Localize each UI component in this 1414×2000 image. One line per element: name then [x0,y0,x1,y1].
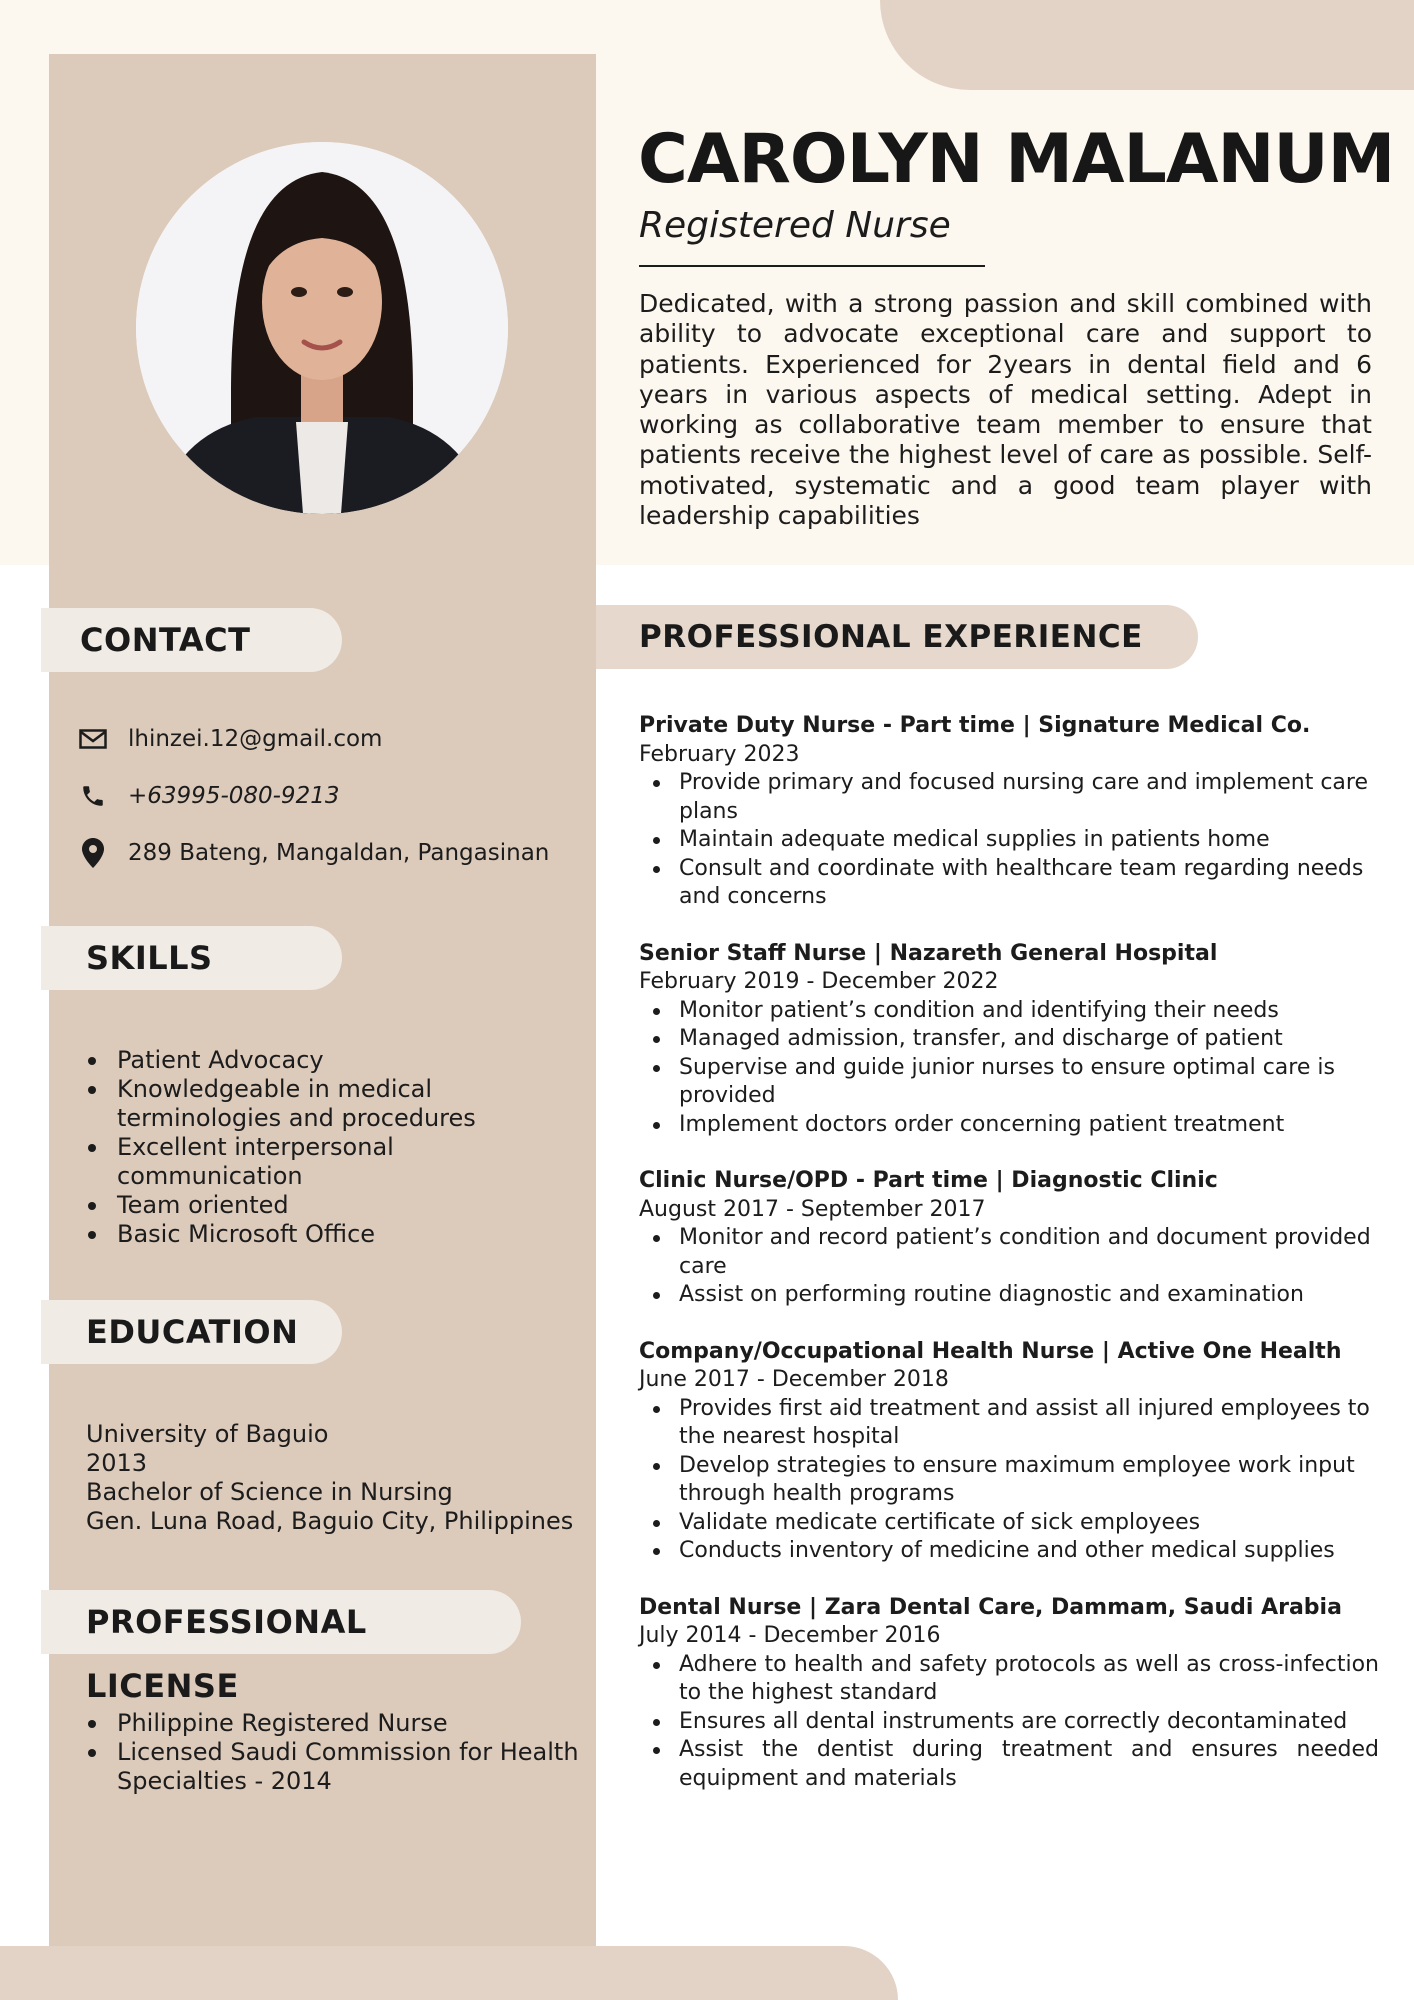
job-duties [639,1651,1379,1794]
list-item: Licensed Saudi Commission for Health Specialties - 2014 [86,1738,586,1796]
job-title: Clinic Nurse/OPD - Part time | Diagnostic Clinic [639,1168,1218,1193]
job-title: Private Duty Nurse - Part time | Signature Medical Co. [639,713,1311,738]
job-entry [639,712,1379,912]
contact-email[interactable]: lhinzei.12@gmail.com [128,726,383,752]
license-list [86,1709,586,1796]
location-pin-icon [78,838,108,868]
contact-email-row [78,724,382,754]
job-duties [639,1395,1379,1566]
list-item: Conducts inventory of medicine and other medical supplies [639,1537,1379,1566]
list-item: Assist the dentist during treatment and ensures needed equipment and materials [639,1736,1379,1793]
contact-address-row [78,838,549,868]
list-item: Philippine Registered Nurse [86,1709,586,1738]
job-duties [639,769,1379,912]
list-item: Maintain adequate medical supplies in patients home [639,826,1379,855]
job-entry [639,940,1379,1140]
job-date: July 2014 - December 2016 [639,1623,941,1648]
list-item: Develop strategies to ensure maximum employee work input through health programs [639,1452,1379,1509]
list-item: Provide primary and focused nursing care and implement care plans [639,769,1379,826]
decorative-corner-shape [880,0,1414,90]
job-duties [639,997,1379,1140]
title-divider [639,265,985,267]
job-entry [639,1594,1379,1794]
list-item: Provides first aid treatment and assist all injured employees to the nearest hospital [639,1395,1379,1452]
job-date: February 2023 [639,741,800,767]
education-location: Gen. Luna Road, Baguio City, Philippines [86,1507,574,1535]
candidate-role: Registered Nurse [639,205,951,246]
list-item: Supervise and guide junior nurses to ensure optimal care is provided [639,1054,1379,1111]
education-degree: Bachelor of Science in Nursing [86,1478,453,1506]
mail-icon [78,724,108,754]
experience-heading: PROFESSIONAL EXPERIENCE [596,605,1198,669]
education-school: University of Baguio [86,1420,329,1448]
contact-heading: CONTACT [41,608,342,672]
skills-heading: SKILLS [41,926,342,990]
profile-summary: Dedicated, with a strong passion and skill combined with ability to advocate exceptional care and support to patients. Experienced for 2years in dental field and 6 years in various aspects of medical setting. Adept in working as collaborative team member to ensure that patients receive the highest level of care as possible. Self-motivated, systematic and a good team player with leadership capabilities [639,289,1372,531]
list-item: Adhere to health and safety protocols as well as cross-infection to the highest standard [639,1651,1379,1708]
job-entry [639,1338,1379,1566]
list-item: Team oriented [86,1191,586,1220]
candidate-name: CAROLYN MALANUM [638,120,1395,199]
list-item: Excellent interpersonal communication [86,1133,586,1191]
decorative-bottom-shape [0,1946,898,2000]
list-item: Monitor patient’s condition and identifying their needs [639,997,1379,1026]
list-item: Consult and coordinate with healthcare team regarding needs and concerns [639,855,1379,912]
job-title: Senior Staff Nurse | Nazareth General Hospital [639,940,1218,966]
contact-phone-row [78,781,339,811]
job-title: Company/Occupational Health Nurse | Active One Health [639,1338,1342,1364]
job-duties [639,1224,1379,1310]
list-item: Assist on performing routine diagnostic and examination [639,1281,1379,1310]
job-date: February 2019 - December 2022 [639,969,999,994]
contact-address: 289 Bateng, Mangaldan, Pangasinan [128,840,550,866]
list-item: Basic Microsoft Office [86,1220,586,1249]
experience-list [639,712,1379,1821]
list-item: Implement doctors order concerning patient treatment [639,1111,1379,1140]
education-heading: EDUCATION [41,1300,342,1364]
education-block [86,1420,596,1536]
job-date: August 2017 - September 2017 [639,1196,986,1222]
list-item: Patient Advocacy [86,1046,586,1075]
phone-icon [78,781,108,811]
list-item: Ensures all dental instruments are correctly decontaminated [639,1708,1379,1737]
list-item: Validate medicate certificate of sick employees [639,1509,1379,1538]
list-item: Managed admission, transfer, and discharge of patient [639,1025,1379,1054]
contact-phone[interactable]: +63995-080-9213 [128,783,340,809]
license-heading: PROFESSIONAL LICENSE [41,1590,521,1654]
education-year: 2013 [86,1449,148,1477]
profile-photo [136,142,508,514]
list-item: Monitor and record patient’s condition and document provided care [639,1224,1379,1281]
job-date: June 2017 - December 2018 [639,1367,949,1392]
job-title: Dental Nurse | Zara Dental Care, Dammam, Saudi Arabia [639,1594,1342,1620]
job-entry [639,1167,1379,1310]
skills-list [86,1046,586,1249]
list-item: Knowledgeable in medical terminologies and procedures [86,1075,586,1133]
